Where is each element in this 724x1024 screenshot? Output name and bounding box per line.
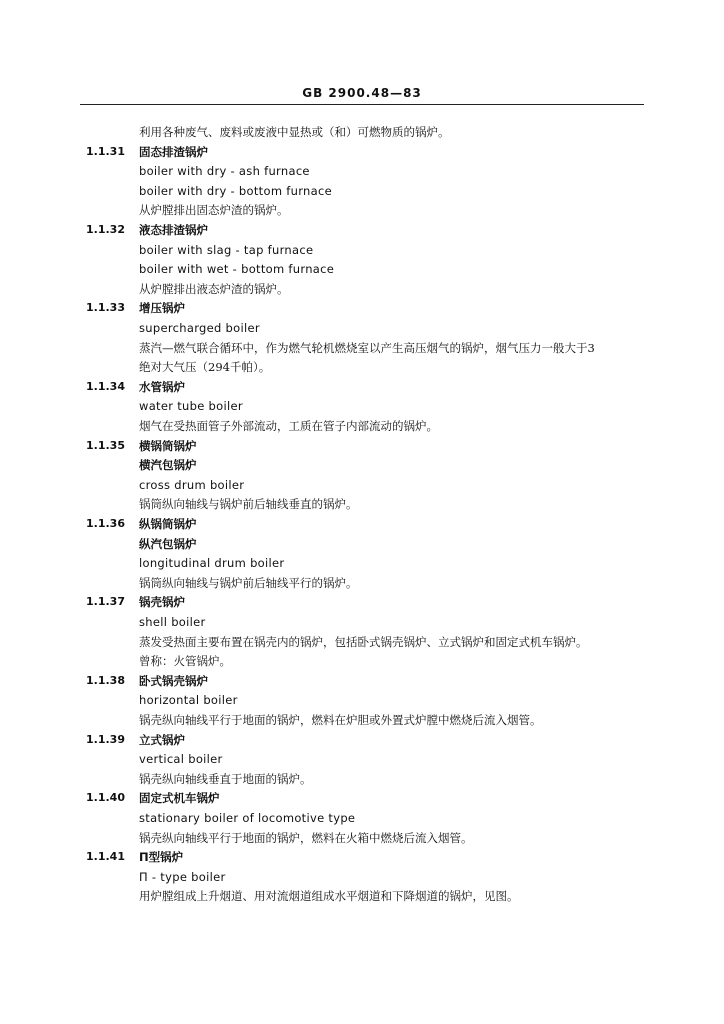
term-number: 1.1.34 xyxy=(86,380,125,393)
term-english: water tube boiler xyxy=(139,399,243,413)
term-number: 1.1.35 xyxy=(86,439,125,452)
term-title: 横锅筒锅炉 xyxy=(139,439,197,453)
term-title: 锅壳锅炉 xyxy=(139,595,185,609)
term-english: cross drum boiler xyxy=(139,478,245,492)
term-definition: 锅壳纵向轴线平行于地面的锅炉，燃料在火箱中燃烧后流入烟管。 xyxy=(139,831,473,845)
term-definition: 锅筒纵向轴线与锅炉前后轴线平行的锅炉。 xyxy=(139,576,358,590)
term-synonym: 纵汽包锅炉 xyxy=(139,537,197,551)
term-definition: 利用各种废气、废料或废液中显热或（和）可燃物质的锅炉。 xyxy=(139,125,450,139)
term-definition: 蒸发受热面主要布置在锅壳内的锅炉，包括卧式锅壳锅炉、立式锅炉和固定式机车锅炉。 xyxy=(139,635,588,649)
term-definition: 用炉膛组成上升烟道、用对流烟道组成水平烟道和下降烟道的锅炉，见图。 xyxy=(139,889,519,903)
term-english: boiler with dry - ash furnace xyxy=(139,164,310,178)
term-definition: 锅筒纵向轴线与锅炉前后轴线垂直的锅炉。 xyxy=(139,497,358,511)
header-rule xyxy=(80,104,644,105)
term-english: longitudinal drum boiler xyxy=(139,556,285,570)
term-number: 1.1.31 xyxy=(86,145,125,158)
term-title: 水管锅炉 xyxy=(139,380,185,394)
term-definition: 锅壳纵向轴线垂直于地面的锅炉。 xyxy=(139,772,312,786)
term-english: boiler with dry - bottom furnace xyxy=(139,184,332,198)
term-number: 1.1.40 xyxy=(86,791,125,804)
term-english: stationary boiler of locomotive type xyxy=(139,811,356,825)
term-definition: 绝对大气压（294千帕）。 xyxy=(139,360,271,374)
term-english: boiler with slag - tap furnace xyxy=(139,243,314,257)
term-english: horizontal boiler xyxy=(139,693,238,707)
term-number: 1.1.39 xyxy=(86,733,125,746)
term-english: Π - type boiler xyxy=(139,870,226,884)
term-english: vertical boiler xyxy=(139,752,223,766)
term-english: supercharged boiler xyxy=(139,321,260,335)
term-title: Π型锅炉 xyxy=(139,850,184,864)
term-definition: 从炉膛排出液态炉渣的锅炉。 xyxy=(139,282,289,296)
term-number: 1.1.37 xyxy=(86,595,125,608)
term-definition: 曾称：火管锅炉。 xyxy=(139,654,231,668)
term-title: 纵锅筒锅炉 xyxy=(139,517,197,531)
term-number: 1.1.38 xyxy=(86,674,125,687)
term-title: 卧式锅壳锅炉 xyxy=(139,674,208,688)
term-number: 1.1.33 xyxy=(86,301,125,314)
term-number: 1.1.32 xyxy=(86,223,125,236)
term-title: 固定式机车锅炉 xyxy=(139,791,220,805)
term-english: boiler with wet - bottom furnace xyxy=(139,262,335,276)
term-definition: 烟气在受热面管子外部流动，工质在管子内部流动的锅炉。 xyxy=(139,419,438,433)
term-definition: 锅壳纵向轴线平行于地面的锅炉，燃料在炉胆或外置式炉膛中燃烧后流入烟管。 xyxy=(139,713,542,727)
term-definition: 蒸汽—燃气联合循环中，作为燃气轮机燃烧室以产生高压烟气的锅炉，烟气压力一般大于3 xyxy=(139,341,595,355)
page-header: GB 2900.48—83 xyxy=(302,86,422,100)
term-number: 1.1.41 xyxy=(86,850,125,863)
term-title: 固态排渣锅炉 xyxy=(139,145,208,159)
term-title: 液态排渣锅炉 xyxy=(139,223,208,237)
term-english: shell boiler xyxy=(139,615,206,629)
term-synonym: 横汽包锅炉 xyxy=(139,458,197,472)
term-title: 增压锅炉 xyxy=(139,301,185,315)
term-number: 1.1.36 xyxy=(86,517,125,530)
term-definition: 从炉膛排出固态炉渣的锅炉。 xyxy=(139,203,289,217)
term-title: 立式锅炉 xyxy=(139,733,185,747)
